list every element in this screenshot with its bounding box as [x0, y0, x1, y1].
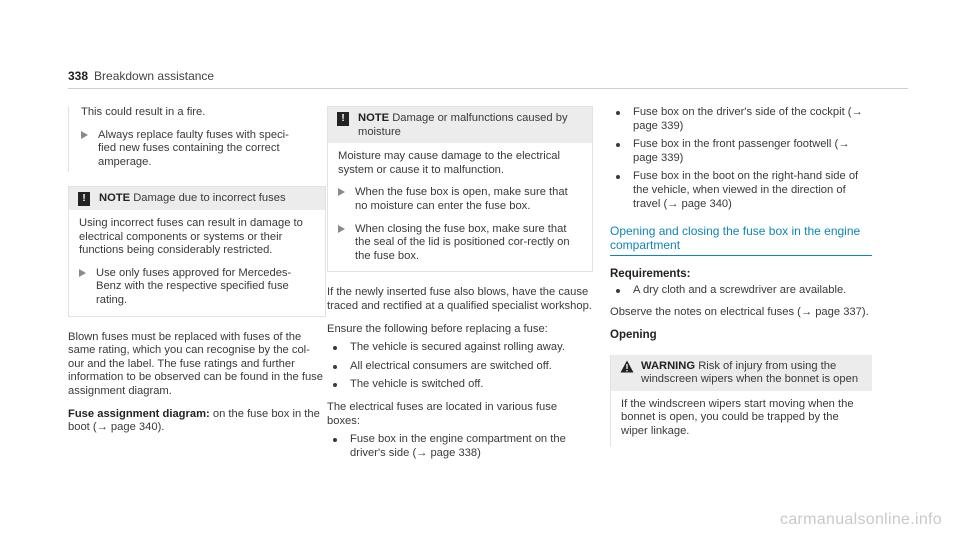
bullet-icon — [333, 438, 337, 442]
exclamation-icon: ! — [78, 192, 90, 206]
warning-triangle-icon — [620, 360, 634, 373]
warning-label: WARNING — [641, 359, 696, 372]
warning-continuation — [68, 106, 326, 172]
paragraph — [68, 408, 326, 435]
paragraph: Blown fuses must be replaced with fuses of the same rating, which you can recognise by the col-our and the label. The fuse ratings and further information to be observed can be found in the fuse assignment diagram. — [68, 330, 323, 397]
page-number: 338 — [68, 69, 89, 83]
bullet-icon — [616, 175, 620, 179]
triangle-right-icon — [338, 225, 345, 233]
requirements-label: Requirements: — [610, 268, 691, 281]
warning-header — [611, 355, 872, 391]
note-box — [327, 106, 593, 272]
exclamation-icon: ! — [337, 112, 349, 126]
paragraph: If the newly inserted fuse also blows, have the cause traced and rectified at a qualified specialist workshop. — [327, 286, 592, 312]
note-title: Damage or malfunctions caused by moisture — [358, 112, 568, 138]
step-item — [338, 186, 582, 213]
list-item: Fuse box in the front passenger footwell (→ page 339) — [616, 138, 872, 165]
diagram-text: on the fuse box in the boot (→ page 340). — [68, 407, 320, 434]
step-text: When the fuse box is open, make sure that no moisture can enter the fuse box. — [355, 186, 568, 212]
list-item: Fuse box on the driver's side of the cockpit (→ page 339) — [616, 106, 872, 133]
note-label: NOTE — [99, 192, 131, 205]
watermark: carmanualsonline.info — [780, 511, 942, 529]
paragraph: The electrical fuses are located in various fuse boxes: — [327, 400, 558, 427]
intro-text: This could result in a fire. — [81, 106, 206, 118]
note-body — [328, 143, 592, 271]
list-item: Fuse box in the engine compartment on the driver's side (→ page 338) — [333, 433, 593, 460]
note-header — [328, 107, 592, 143]
diagram-label: Fuse assignment diagram: — [68, 407, 210, 420]
bullet-icon — [616, 143, 620, 147]
column-right — [610, 106, 872, 461]
note-text: Using incorrect fuses can result in damage to electrical components or systems or their functions being considerably restricted. — [79, 216, 303, 257]
note-text: Moisture may cause damage to the electrical system or cause it to malfunction. — [338, 150, 560, 176]
note-body — [69, 210, 325, 316]
list-item: All electrical consumers are switched off. — [333, 360, 593, 374]
note-box — [68, 186, 326, 316]
step-text: Always replace faulty fuses with speci- fied new fuses containing the correct amperage. — [98, 128, 289, 168]
step-text: When closing the fuse box, make sure that the seal of the lid is positioned cor-rectly on the fuse box. — [355, 222, 570, 262]
triangle-right-icon — [338, 188, 345, 196]
bullet-icon — [616, 111, 620, 115]
section-title: Opening and closing the fuse box in the engine compartment — [610, 224, 872, 256]
warning-text: If the windscreen wipers start moving when the bonnet is open, you could be trapped by the wiper linkage. — [621, 397, 854, 437]
note-title: Damage due to incorrect fuses — [133, 192, 286, 205]
bullet-icon — [333, 383, 337, 387]
step-item — [338, 223, 582, 264]
column-middle — [327, 106, 593, 465]
opening-label: Opening — [610, 328, 657, 341]
note-label: NOTE — [358, 112, 390, 124]
bullet-icon — [616, 289, 620, 293]
column-left — [68, 106, 326, 444]
paragraph: Observe the notes on electrical fuses (→ page 337). — [610, 306, 869, 319]
bullet-icon — [333, 346, 337, 350]
step-item — [79, 267, 315, 308]
list-item: The vehicle is secured against rolling away. — [333, 341, 593, 355]
triangle-right-icon — [79, 269, 86, 277]
warning-box — [610, 355, 872, 447]
bullet-icon — [333, 365, 337, 369]
list-item: The vehicle is switched off. — [333, 378, 593, 392]
warning-body — [611, 391, 872, 447]
page-header — [68, 70, 908, 88]
page-title: Breakdown assistance — [94, 69, 215, 83]
list-item: A dry cloth and a screwdriver are available. — [616, 284, 872, 298]
list-item: Fuse box in the boot on the right-hand side of the vehicle, when viewed in the direction of travel (→ page 340) — [616, 170, 872, 211]
step-item — [81, 129, 326, 170]
triangle-right-icon — [81, 131, 88, 139]
note-header — [69, 187, 325, 210]
paragraph: Ensure the following before replacing a fuse: — [327, 322, 548, 335]
header-rule — [68, 88, 908, 89]
step-text: Use only fuses approved for Mercedes-Benz with the respective specified fuse rating. — [96, 266, 292, 306]
warning-title: Risk of injury from using the windscreen wipers when the bonnet is open — [641, 359, 859, 386]
